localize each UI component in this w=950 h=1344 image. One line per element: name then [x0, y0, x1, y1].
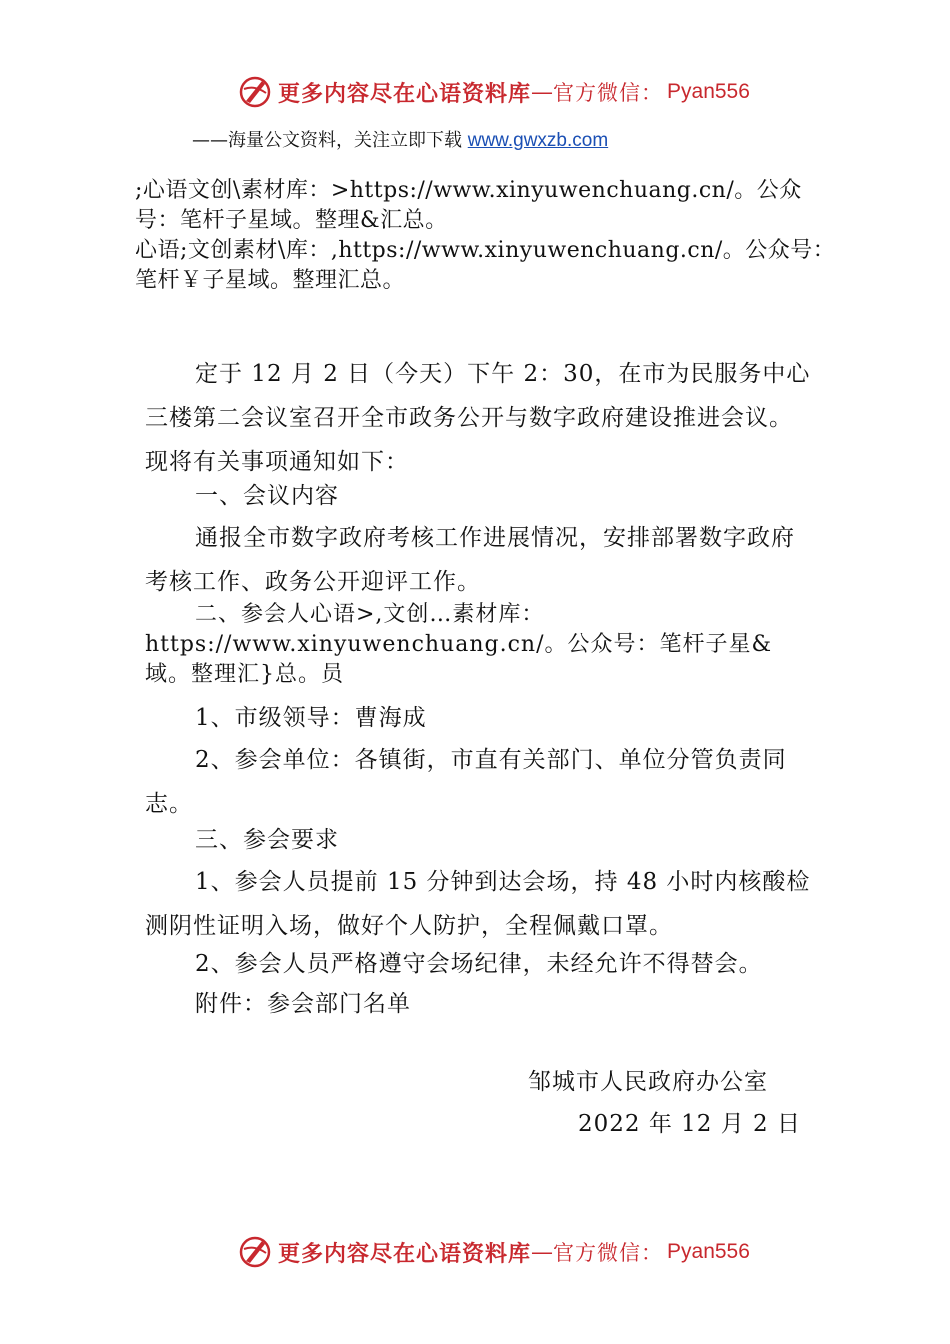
watermark-line-2: 心语;文创素材\库：,https://www.xinyuwenchuang.cn/。公众号：笔杆￥子星域。整理汇总。	[135, 238, 836, 293]
subline-prefix: ——海量公文资料，关注立即下载	[192, 130, 468, 151]
wechat-label: 官方微信：	[553, 81, 664, 105]
bottom-banner	[238, 1232, 750, 1272]
download-subline	[192, 126, 608, 152]
brand-logo-icon	[238, 75, 272, 109]
brand-separator: —	[531, 1239, 554, 1265]
wechat-id: Pyan556	[667, 1240, 750, 1263]
requirement-1: 1、参会人员提前 15 分钟到达会场，持 48 小时内核酸检测阴性证明入场，做好个人防护，全程佩戴口罩。	[145, 869, 811, 939]
section-heading-requirements: 三、参会要求	[195, 827, 339, 853]
brand-logo-icon	[238, 1235, 272, 1269]
brand-name: 更多内容尽在心语资料库	[278, 80, 532, 107]
signature-date: 2022 年 12 月 2 日	[578, 1111, 801, 1137]
brand-name: 更多内容尽在心语资料库	[278, 1240, 532, 1267]
requirement-2: 2、参会人员严格遵守会场纪律，未经允许不得替会。	[195, 951, 763, 977]
section-heading-content: 一、会议内容	[195, 483, 339, 509]
top-banner	[238, 72, 750, 112]
watermark-line-1: ;心语文创\素材库：>https://www.xinyuwenchuang.cn/。公众号：笔杆子星域。整理&汇总。	[135, 178, 802, 233]
wechat-id: Pyan556	[667, 80, 750, 103]
wechat-label: 官方微信：	[553, 1241, 664, 1265]
attendee-leaders: 1、市级领导：曹海成	[195, 705, 427, 731]
attachment-line: 附件：参会部门名单	[195, 991, 411, 1017]
brand-separator: —	[531, 79, 554, 105]
intro-paragraph: 定于 12 月 2 日（今天）下午 2：30，在市为民服务中心三楼第二会议室召开全市政务公开与数字政府建设推进会议。现将有关事项通知如下：	[145, 361, 811, 475]
attendee-units: 2、参会单位：各镇街，市直有关部门、单位分管负责同志。	[145, 747, 787, 817]
section-heading-attendees: 二、参会人心语>,文创…素材库：https://www.xinyuwenchuang.cn/。公众号：笔杆子星&域。整理汇}总。员	[145, 602, 773, 687]
signature-org: 邹城市人民政府办公室	[528, 1069, 768, 1095]
content-paragraph: 通报全市数字政府考核工作进展情况，安排部署数字政府考核工作、政务公开迎评工作。	[145, 525, 795, 595]
download-link[interactable]: www.gwxzb.com	[467, 130, 609, 151]
